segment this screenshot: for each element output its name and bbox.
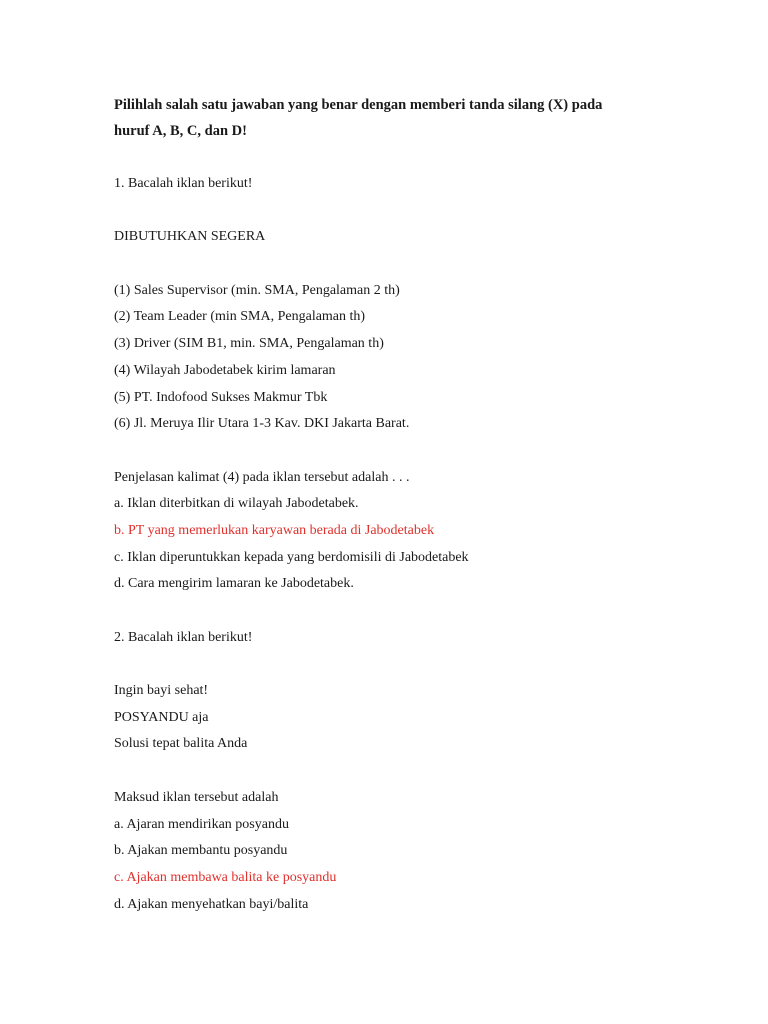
q2-question: Maksud iklan tersebut adalah (114, 789, 279, 805)
q1-option-d: d. Cara mengirim lamaran ke Jabodetabek. (114, 576, 354, 592)
instruction (114, 92, 734, 144)
document-page (114, 92, 734, 918)
q2-option-b: b. Ajakan membantu posyandu (114, 843, 288, 859)
q1-ad-line: (1) Sales Supervisor (min. SMA, Pengalaman 2 th) (114, 282, 400, 298)
q1-question: Penjelasan kalimat (4) pada iklan tersebut adalah . . . (114, 469, 410, 485)
q2-prompt: 2. Bacalah iklan berikut! (114, 629, 253, 645)
q2-option-c-answer: c. Ajakan membawa balita ke posyandu (114, 869, 337, 885)
q1-option-c: c. Iklan diperuntukkan kepada yang berdomisili di Jabodetabek (114, 549, 469, 565)
q2-option-d: d. Ajakan menyehatkan bayi/balita (114, 896, 309, 912)
q1-ad-line: (3) Driver (SIM B1, min. SMA, Pengalaman th) (114, 336, 384, 352)
q1-option-a: a. Iklan diterbitkan di wilayah Jabodetabek. (114, 496, 359, 512)
q1-ad-title: DIBUTUHKAN SEGERA (114, 229, 266, 245)
q1-ad-line: (5) PT. Indofood Sukses Makmur Tbk (114, 389, 328, 405)
q1-ad-line: (2) Team Leader (min SMA, Pengalaman th) (114, 309, 366, 325)
instruction-line-1: Pilihlah salah satu jawaban yang benar dengan memberi tanda silang (X) pada (114, 97, 603, 113)
q1-option-b-answer: b. PT yang memerlukan karyawan berada di Jabodetabek (114, 522, 435, 538)
q1-ad-line: (6) Jl. Meruya Ilir Utara 1-3 Kav. DKI Jakarta Barat. (114, 416, 410, 432)
q2-ad-line: POSYANDU aja (114, 709, 209, 725)
q1-ad-line: (4) Wilayah Jabodetabek kirim lamaran (114, 362, 336, 378)
q2-ad-line: Solusi tepat balita Anda (114, 736, 248, 752)
q2-ad-line: Ingin bayi sehat! (114, 683, 209, 699)
q1-prompt: 1. Bacalah iklan berikut! (114, 176, 253, 191)
q2-option-a: a. Ajaran mendirikan posyandu (114, 816, 289, 832)
instruction-line-2: huruf A, B, C, dan D! (114, 123, 247, 139)
